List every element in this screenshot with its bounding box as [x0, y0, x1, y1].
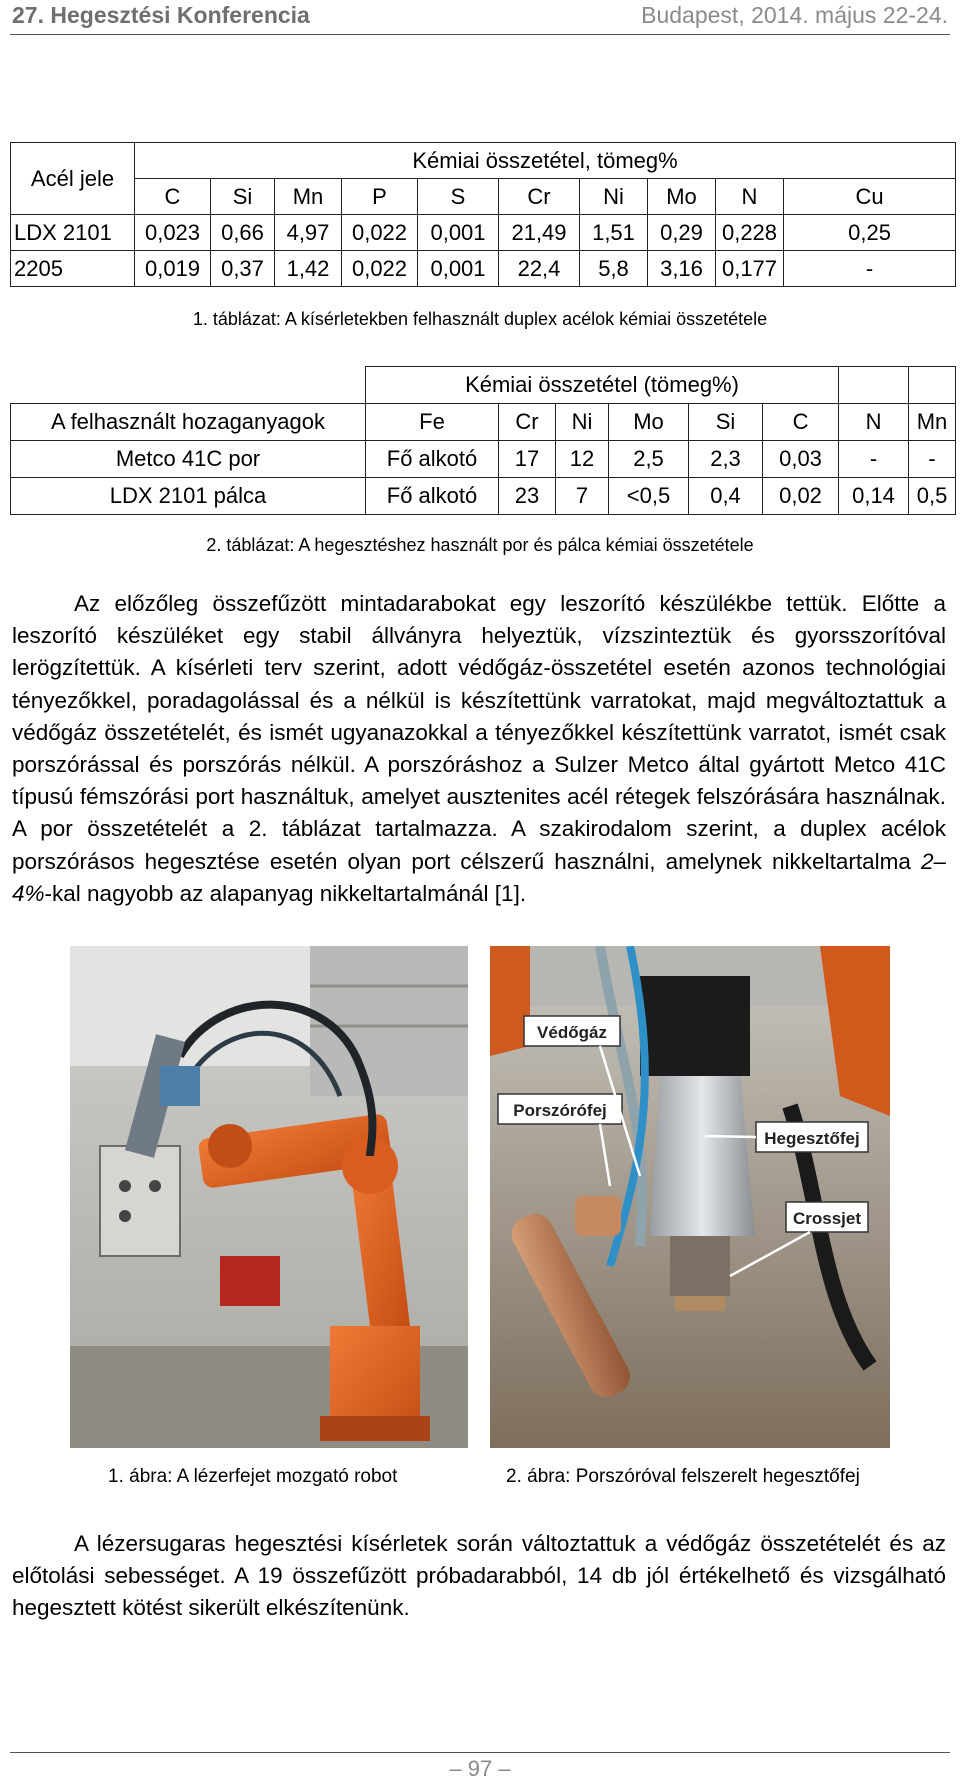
italic-range: 2–4%	[12, 848, 946, 906]
table-cell: 0,023	[135, 215, 211, 251]
table-cell: 3,16	[648, 251, 716, 287]
column-header: C	[763, 404, 839, 441]
welding-head-photo	[490, 946, 890, 1448]
table-cell: 12	[556, 441, 609, 478]
table-cell: 22,4	[499, 251, 580, 287]
column-header: Cr	[499, 179, 580, 215]
header-rule	[10, 34, 950, 35]
welding-head-illustration	[490, 946, 890, 1448]
table-cell: 0,37	[211, 251, 275, 287]
robot-photo	[70, 946, 468, 1448]
conference-date: Budapest, 2014. május 22-24.	[641, 2, 948, 28]
row-label: 2205	[11, 251, 135, 287]
paragraph-text-end: -kal nagyobb az alapanyag nikkeltartalmánál [1].	[44, 880, 527, 906]
table-cell: 0,25	[784, 215, 956, 251]
column-header: C	[135, 179, 211, 215]
label-porszorofej: Porszórófej	[513, 1101, 607, 1120]
table-cell: 21,49	[499, 215, 580, 251]
table-cell: 0,66	[211, 215, 275, 251]
conference-title: 27. Hegesztési Konferencia	[12, 2, 310, 28]
table-cell: 0,019	[135, 251, 211, 287]
filler-composition-table	[10, 366, 956, 515]
table-cell: 2,5	[609, 441, 689, 478]
group-header-cell: Kémiai összetétel (tömeg%)	[366, 367, 839, 404]
empty-corner-cell	[11, 367, 366, 404]
table-cell: 0,02	[763, 478, 839, 515]
robot-illustration	[70, 946, 468, 1448]
row-label: Metco 41C por	[11, 441, 366, 478]
paragraph-text: Az előzőleg összefűzött mintadarabokat egy leszorító készülékbe tettük. Előtte a leszorító készüléket egy stabil állványra helyeztük, vízszinteztük és gyorsszorítóval lerögzítettük. A kísérleti terv szerint, adott védőgáz-összetétel esetén azonos technológiai tényezőkkel, poradagolással és a nélkül is készítettünk varratokat, majd megváltoztattuk a védőgáz összetételét, és ismét ugyanazokkal a tényezőkkel készítettünk varratot, ismét csak porszórással és porszórás nélkül. A porszóráshoz a Sulzer Metco által gyártott Metco 41C típusú fémszórási port használtuk, amelyet ausztenites acél rétegek felszórására használnak. A por összetételét a 2. táblázat tartalmazza. A szakirodalom szerint, a duplex acélok porszórásos hegesztése esetén olyan port célszerű használni, amelynek nikkeltartalma	[12, 591, 946, 874]
column-header: N	[716, 179, 784, 215]
table-cell: <0,5	[609, 478, 689, 515]
column-header: Cr	[499, 404, 556, 441]
table-cell: 2,3	[689, 441, 763, 478]
column-header: Si	[211, 179, 275, 215]
label-crossjet: Crossjet	[792, 1209, 862, 1228]
label-hegesztofej: Hegesztőfej	[764, 1129, 860, 1148]
table1-caption: 1. táblázat: A kísérletekben felhasznált duplex acélok kémiai összetétele	[192, 309, 768, 329]
row-header-cell: Acél jele	[11, 143, 135, 215]
table-row	[11, 478, 956, 515]
row-header-cell: A felhasznált hozaganyagok	[11, 404, 366, 441]
figure1-caption: 1. ábra: A lézerfejet mozgató robot	[108, 1466, 398, 1487]
column-header: S	[418, 179, 499, 215]
column-header: Mo	[609, 404, 689, 441]
column-header: Mo	[648, 179, 716, 215]
column-header: N	[839, 404, 909, 441]
table-cell: 0,022	[342, 251, 418, 287]
steel-composition-table	[10, 142, 956, 287]
table-cell: 4,97	[275, 215, 342, 251]
label-vedogaz: Védőgáz	[537, 1023, 607, 1042]
table-cell: 5,8	[580, 251, 648, 287]
figure2-caption: 2. ábra: Porszóróval felszerelt hegesztőfej	[506, 1466, 860, 1487]
empty-header-cell	[839, 367, 909, 404]
column-header: Ni	[580, 179, 648, 215]
column-header: Cu	[784, 179, 956, 215]
page-number: – 97 –	[449, 1756, 511, 1781]
table-cell: 0,022	[342, 215, 418, 251]
table-cell: -	[839, 441, 909, 478]
running-header	[10, 0, 950, 34]
table-cell: -	[784, 251, 956, 287]
table-cell: 0,177	[716, 251, 784, 287]
table-row	[11, 251, 956, 287]
group-header-cell: Kémiai összetétel, tömeg%	[135, 143, 956, 179]
table-cell: Fő alkotó	[366, 478, 499, 515]
table-cell: 23	[499, 478, 556, 515]
table-cell: 0,03	[763, 441, 839, 478]
paragraph-text: A lézersugaras hegesztési kísérletek során változtattuk a védőgáz összetételét és az előtolási sebességet. A 19 összefűzött próbadarabból, 14 db jól értékelhető és vizsgálható hegesztett kötést sikerült elkészítenünk.	[12, 1531, 946, 1621]
table-row	[11, 215, 956, 251]
body-paragraph-2	[12, 1528, 946, 1625]
table-cell: 1,51	[580, 215, 648, 251]
row-label: LDX 2101	[11, 215, 135, 251]
body-paragraph-1	[12, 588, 946, 910]
table-cell: 17	[499, 441, 556, 478]
table-row	[11, 441, 956, 478]
table-cell: 0,14	[839, 478, 909, 515]
table2-caption: 2. táblázat: A hegesztéshez használt por és pálca kémiai összetétele	[206, 535, 754, 555]
column-header: Si	[689, 404, 763, 441]
table-cell: 0,001	[418, 251, 499, 287]
footer-rule	[10, 1752, 950, 1753]
row-label: LDX 2101 pálca	[11, 478, 366, 515]
column-header: P	[342, 179, 418, 215]
table-cell: -	[909, 441, 956, 478]
column-header: Mn	[909, 404, 956, 441]
table-cell: 0,001	[418, 215, 499, 251]
table-cell: 0,29	[648, 215, 716, 251]
column-header: Mn	[275, 179, 342, 215]
column-header: Ni	[556, 404, 609, 441]
table-cell: 1,42	[275, 251, 342, 287]
table-cell: 0,5	[909, 478, 956, 515]
empty-header-cell	[909, 367, 956, 404]
table-cell: 7	[556, 478, 609, 515]
table-cell: Fő alkotó	[366, 441, 499, 478]
table-cell: 0,228	[716, 215, 784, 251]
table-cell: 0,4	[689, 478, 763, 515]
column-header: Fe	[366, 404, 499, 441]
